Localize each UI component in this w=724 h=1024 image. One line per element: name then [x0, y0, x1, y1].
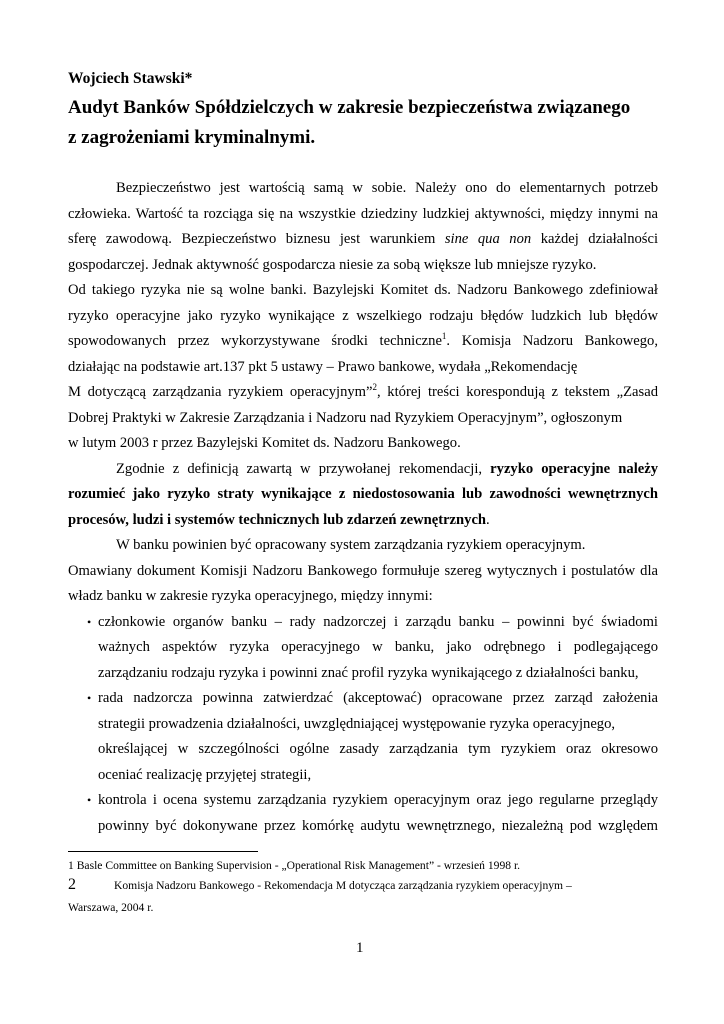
document-title — [68, 93, 668, 153]
list-item-line: powinny być dokonywane przez komórkę audytu wewnętrznego, niezależną pod względem — [98, 817, 658, 834]
paragraph-line — [68, 329, 658, 355]
author-name: Wojciech Stawski* — [68, 70, 193, 87]
text-span: . — [486, 511, 490, 528]
list-item-line: określającej w szczególności ogólne zasady zarządzania tym ryzykiem oraz okresowo — [98, 741, 658, 757]
paragraph-line: gospodarczej. Jednak aktywność gospodarcza niesie za sobą większe lub mniejsze ryzyko. — [68, 256, 597, 273]
list-item-line: rada nadzorcza powinna zatwierdzać (akceptować) opracowane przez zarząd założenia — [98, 690, 658, 706]
text-span: Zgodnie z definicją zawartą w przywołanej rekomendacji, — [116, 460, 483, 477]
paragraph-line: Dobrej Praktyki w Zakresie Zarządzania i Nadzoru nad Ryzykiem Operacyjnym”, ogłoszonym — [68, 409, 623, 426]
paragraph-line — [68, 380, 658, 406]
italic-phrase: sine qua non — [444, 231, 532, 247]
paragraph-line: człowieka. Wartość ta rozciąga się na wszystkie dziedziny ludzkiej aktywności, między innymi na — [68, 205, 658, 222]
paragraph-line: działając na podstawie art.137 pkt 5 ustawy – Prawo bankowe, wydała „Rekomendację — [68, 358, 578, 375]
text-span: , której treści korespondują z tekstem „Zasad — [377, 384, 658, 400]
paragraph-line — [68, 457, 658, 483]
footnote-2 — [68, 876, 572, 894]
text-span: każdej działalności — [540, 231, 658, 247]
paragraph-line: ryzyko operacyjne jako ryzyko wynikające z wszelkiego rodzaju błędów ludzkich lub błędów — [68, 307, 658, 324]
requirements-list — [68, 610, 658, 840]
list-item-line: zarządzaniu rodzaju ryzyka i powinni znać profil ryzyka wynikającego z działalności banku, — [98, 664, 639, 681]
paragraph-line: W banku powinien być opracowany system zarządzania ryzykiem operacyjnym. — [116, 537, 586, 553]
title-line-2: z zagrożeniami kryminalnymi. — [68, 127, 316, 148]
paragraph-line — [68, 482, 658, 508]
paragraph-line — [68, 227, 658, 253]
paragraph-line: władz banku w zakresie ryzyka operacyjnego, między innymi: — [68, 588, 433, 604]
footnote-ref-2[interactable]: 2 — [372, 382, 378, 393]
list-item — [68, 788, 658, 839]
list-item-line: oceniać realizację przyjętej strategii, — [98, 766, 312, 783]
page-number: 1 — [356, 940, 364, 956]
list-item-line: kontrola i ocena systemu zarządzania ryzykiem operacyjnym oraz jego regularne przeglądy — [98, 792, 658, 808]
bold-phrase: ryzyko operacyjne należy — [490, 460, 659, 477]
text-span: M dotyczącą zarządzania ryzykiem operacyjnym” — [68, 384, 373, 400]
footnote-number: 2 — [68, 876, 76, 893]
list-item — [68, 686, 658, 788]
list-item-line: członkowie organów banku – rady nadzorczej i zarządu banku – powinni być świadomi — [98, 613, 658, 630]
bullet-icon: • — [87, 793, 92, 807]
paragraph-line — [68, 508, 658, 534]
bullet-icon: • — [87, 691, 92, 705]
bold-phrase: procesów, ludzi i systemów technicznych lub zdarzeń zewnętrznych — [68, 511, 487, 528]
footnote-text: Komisja Nadzoru Bankowego - Rekomendacja M dotycząca zarządzania ryzykiem operacyjnym – — [114, 879, 572, 892]
list-item-line: strategii prowadzenia działalności, uwzględniającej występowanie ryzyka operacyjnego, — [98, 715, 616, 732]
title-line-1: Audyt Banków Spółdzielczych w zakresie bezpieczeństwa związanego — [68, 97, 631, 118]
text-span: sferę zawodową. Bezpieczeństwo biznesu jest warunkiem — [68, 231, 436, 247]
footnote-1: 1 Basle Committee on Banking Supervision - „Operational Risk Management” - wrzesień 1998 r. — [68, 859, 521, 872]
document-body — [68, 176, 658, 839]
paragraph-line: Bezpieczeństwo jest wartością samą w sobie. Należy ono do elementarnych potrzeb — [116, 180, 658, 196]
paragraph-line: w lutym 2003 r przez Bazylejski Komitet ds. Nadzoru Bankowego. — [68, 435, 461, 451]
text-span: spowodowanych przez wykorzystywane środki techniczne — [68, 333, 442, 349]
footnote-2-continuation: Warszawa, 2004 r. — [68, 901, 154, 914]
paragraph-line: Od takiego ryzyka nie są wolne banki. Bazylejski Komitet ds. Nadzoru Bankowego zdefiniował — [68, 282, 658, 298]
paragraph-line: Omawiany dokument Komisji Nadzoru Bankowego formułuje szereg wytycznych i postulatów dla — [68, 562, 658, 579]
bullet-icon: • — [87, 614, 92, 629]
footnote-ref-1[interactable]: 1 — [441, 331, 447, 342]
text-span: . Komisja Nadzoru Bankowego, — [446, 333, 658, 349]
bold-phrase: rozumieć jako ryzyko straty wynikające z niedostosowania lub zawodności wewnętrznych — [68, 486, 658, 502]
list-item — [68, 610, 658, 687]
list-item-line: ważnych aspektów ryzyka operacyjnego w banku, jako odrębnego i podlegającego — [98, 639, 658, 655]
footnote-divider — [68, 851, 258, 852]
